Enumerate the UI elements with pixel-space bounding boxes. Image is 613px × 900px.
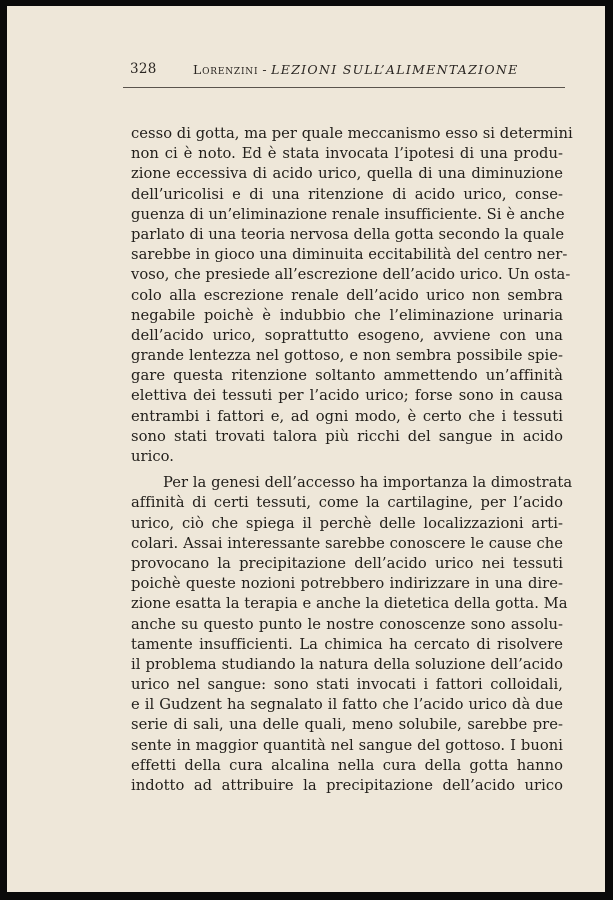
running-head-author: Lorenzini	[193, 62, 259, 77]
running-head-separator: -	[262, 62, 268, 77]
paragraph	[131, 473, 573, 796]
text-line: poichè queste nozioni potrebbero indirizzare in una dire-	[131, 575, 563, 593]
text-line: anche su questo punto le nostre conoscenze sono assolu-	[131, 615, 563, 633]
page-number: 328	[130, 61, 157, 77]
text-line: Per la genesi dell’accesso ha importanza la dimostrata	[163, 474, 573, 492]
text-line: non ci è noto. Ed è stata invocata l’ipotesi di una produ-	[131, 145, 563, 163]
text-line: voso, che presiede all’escrezione dell’acido urico. Un osta-	[131, 266, 571, 284]
text-line: tamente insufficienti. La chimica ha cercato di risolvere	[131, 635, 563, 653]
text-line: sono stati trovati talora più ricchi del sangue in acido	[131, 427, 563, 445]
text-line: sarebbe in gioco una diminuita eccitabilità del centro ner-	[131, 246, 568, 264]
body-text	[131, 124, 573, 796]
text-line: provocano la precipitazione dell’acido urico nei tessuti	[131, 554, 563, 572]
text-line: gare questa ritenzione soltanto ammettendo un’affinità	[131, 367, 563, 385]
paragraph	[131, 124, 573, 467]
text-line: urico.	[131, 448, 174, 465]
text-line: urico, ciò che spiega il perchè delle localizzazioni arti-	[131, 514, 563, 532]
running-head-title: LEZIONI SULL’ALIMENTAZIONE	[271, 62, 519, 77]
text-line: parlato di una teoria nervosa della gotta secondo la quale	[131, 225, 565, 243]
text-line: effetti della cura alcalina nella cura della gotta hanno	[131, 756, 563, 774]
book-page	[7, 6, 605, 892]
text-line: grande lentezza nel gottoso, e non sembra possibile spie-	[131, 347, 563, 365]
text-line: affinità di certi tessuti, come la cartilagine, per l’acido	[131, 494, 563, 512]
text-line: dell’acido urico, soprattutto esogeno, avviene con una	[131, 326, 563, 344]
text-line: cesso di gotta, ma per quale meccanismo esso si determini	[131, 125, 573, 142]
text-line: negabile poichè è indubbio che l’eliminazione urinaria	[131, 306, 563, 324]
text-line: entrambi i fattori e, ad ogni modo, è certo che i tessuti	[131, 407, 563, 425]
text-line: zione eccessiva di acido urico, quella di una diminuzione	[131, 165, 563, 183]
text-line: zione esatta la terapia e anche la dietetica della gotta. Ma	[131, 595, 568, 613]
text-line: colo alla escrezione renale dell’acido urico non sembra	[131, 286, 563, 304]
text-line: serie di sali, una delle quali, meno solubile, sarebbe pre-	[131, 716, 563, 734]
text-line: sente in maggior quantità nel sangue del gottoso. I buoni	[131, 736, 563, 754]
text-line: il problema studiando la natura della soluzione dell’acido	[131, 655, 563, 673]
running-head	[193, 62, 519, 77]
text-line: elettiva dei tessuti per l’acido urico; forse sono in causa	[131, 387, 563, 405]
text-line: e il Gudzent ha segnalato il fatto che l’acido urico dà due	[131, 696, 563, 714]
text-line: urico nel sangue: sono stati invocati i fattori colloidali,	[131, 676, 563, 694]
running-header	[123, 61, 565, 79]
text-line: colari. Assai interessante sarebbe conoscere le cause che	[131, 534, 563, 552]
text-line: dell’uricolisi e di una ritenzione di acido urico, conse-	[131, 185, 563, 203]
text-line: indotto ad attribuire la precipitazione dell’acido urico	[131, 777, 563, 794]
text-line: guenza di un’eliminazione renale insufficiente. Si è anche	[131, 205, 565, 223]
header-rule	[123, 87, 565, 88]
